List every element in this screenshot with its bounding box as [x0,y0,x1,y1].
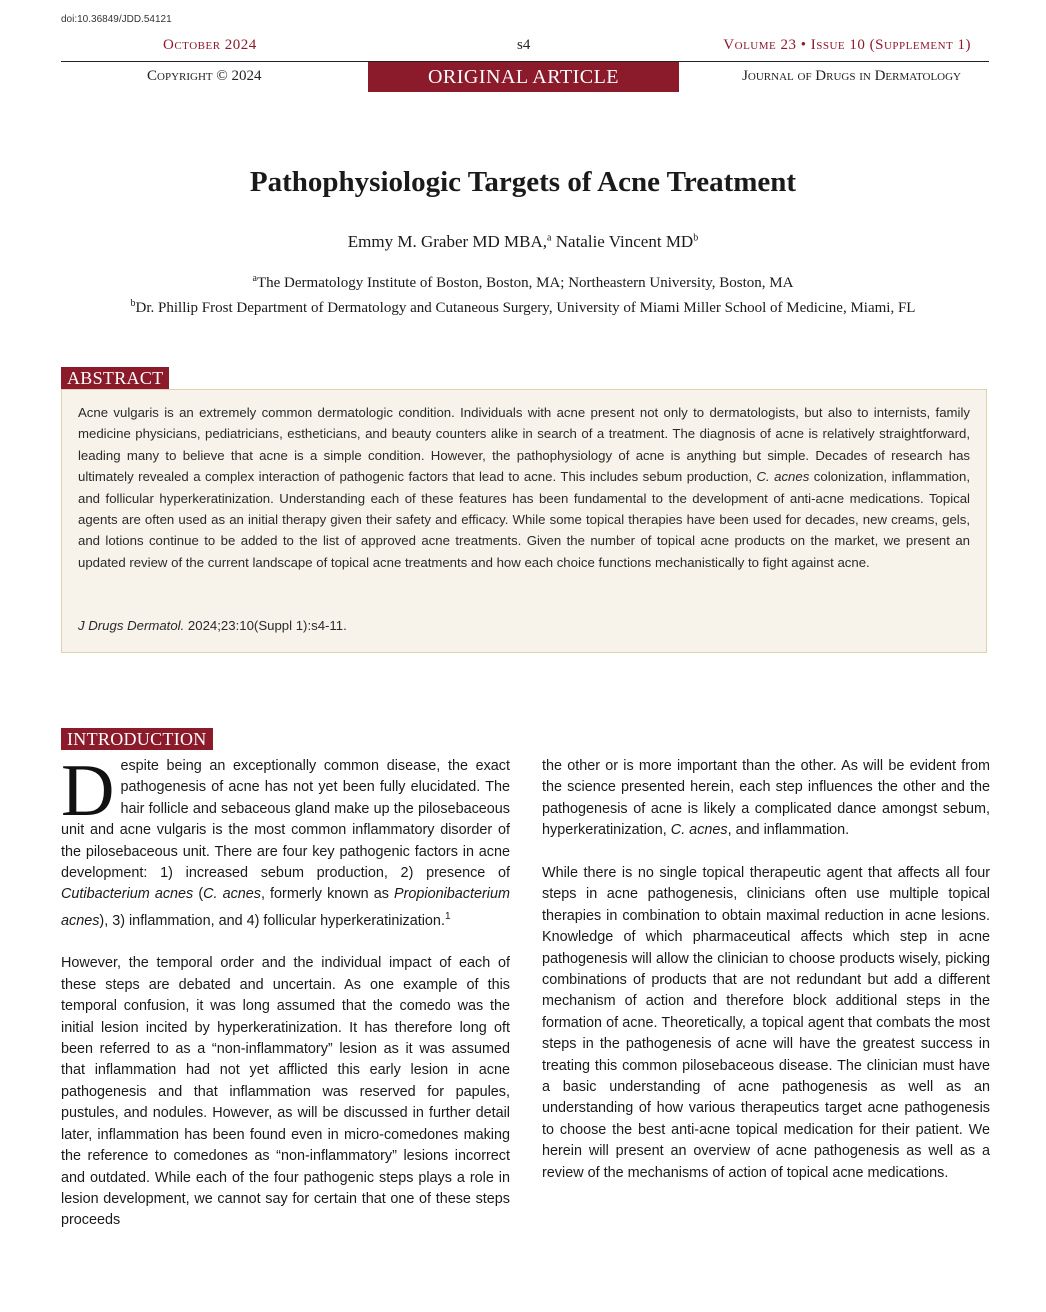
running-subheader [61,62,989,92]
citation-details: 2024;23:10(Suppl 1):s4-11. [184,618,347,633]
p3-text-c: , and inflammation. [727,822,850,839]
affiliation-b-mark: b [130,298,136,309]
affiliation-b-text: Dr. Phillip Frost Department of Dermatology and Cutaneous Surgery, University of Miami Miller School of Medicine, Miami, FL [135,300,916,316]
abstract-heading: ABSTRACT [61,367,169,389]
author-2: Natalie Vincent MD [551,232,694,251]
abstract-text-2: colonization, inflammation, and follicular hyperkeratinization. Understanding each of these features has been fundamental to the development of anti-acne medications. Topical agents are often used as an initial therapy given their safety and efficacy. While some topical therapies have been used for decades, new creams, gels, and lotions continue to be added to the list of approved acne treatments. Given the number of topical acne products on the market, we present an updated review of the current landscape of topical acne treatments and how each choice functions mechanistically to fight against acne. [78,469,970,570]
affiliation-a-mark: a [252,273,257,284]
article-title: Pathophysiologic Targets of Acne Treatment [249,166,797,198]
journal-name: Journal of Drugs in Dermatology [742,68,961,84]
volume-issue: Volume 23 • Issue 10 (Supplement 1) [723,37,971,53]
citation-journal: J Drugs Dermatol. [78,618,185,633]
author-2-affil: b [693,232,699,244]
running-header [61,37,989,59]
column-right [542,756,990,1184]
affiliation-b [0,298,1046,317]
affiliation-a-text: The Dermatology Institute of Boston, Boston, MA; Northeastern University, Boston, MA [256,275,794,291]
intro-paragraph-4: While there is no single topical therapeutic agent that affects all four steps in acne pathogenesis, clinicians often use multiple topical therapies in combination to obtain maximal reduction in acne lesions. Knowledge of which pharmaceutical affects which step in acne pathogenesis will allow the clinician to choose products wisely, picking combinations of products that are not redundant but add a different mechanism of action and therefore block additional steps in the formation of acne. Theoretically, a topical agent that combats the most steps in the pathogenesis of acne will have the greatest success in treating this common pilosebaceous disease. The clinician must have a basic understanding of acne pathogenesis as well as an understanding of how various therapeutics target acne pathogenesis to choose the best anti-acne topical medication for their patient. We herein will present an overview of acne pathogenesis as well as a review of the mechanisms of action of topical acne medications. [542,865,990,1181]
doi[interactable]: doi:10.36849/JDD.54121 [61,14,172,25]
intro-paragraph-2: However, the temporal order and the individual impact of each of these steps are debated and uncertain. As one example of this temporal confusion, it was long assumed that the comedo was the initial lesion incited by hyperkeratinization. It has therefore long oft been referred to as a “non-inflammatory” lesion as it was assumed that inflammation had not yet afflicted this early lesion in acne pathogenesis and that inflammation was reserved for papules, pustules, and nodules. However, as will be discussed in further detail later, inflammation has been found even in micro-comedones making the reference to comedones as “non-inflammatory” lesions incorrect and outdated. While each of the four pathogenic steps plays a role in lesion development, we cannot say for certain that one of these steps proceeds [61,955,510,1229]
p3-text-a: the other or is more important than the other. As will be evident from the science presented herein, each step influences the other and the pathogenesis of acne is likely a complicated dance amongst sebum, hyperkeratinization, [542,758,990,839]
intro-paragraph-3 [542,756,990,842]
p1-text-c: ( [193,886,204,903]
abstract-text-italic: C. acnes [756,469,810,485]
p1-italic-d: C. acnes [203,886,261,903]
abstract-citation [78,618,347,633]
column-left [61,750,510,1232]
abstract-text [78,402,970,573]
author-list [0,232,1046,252]
drop-cap: D [61,750,115,832]
intro-paragraph-1 [61,750,510,932]
author-1-affil: a [547,232,552,244]
abstract-box [61,389,987,653]
abstract-text-1: Acne vulgaris is an extremely common dermatologic condition. Individuals with acne present not only to dermatologists, but also to internists, family medicine physicians, pediatricians, estheticians, and beauty counters alike in search of a treatment. The diagnosis of acne is relatively straightforward, leading many to believe that acne is a simple condition. However, the pathophysiology of acne is anything but simple. Decades of research has ultimately revealed a complex interaction of pathogenic factors that lead to acne. This includes sebum production, [78,405,970,485]
introduction-heading: INTRODUCTION [61,728,213,750]
p1-italic-b: Cutibacterium acnes [61,886,194,903]
p1-text-a: espite being an exceptionally common disease, the exact pathogenesis of acne has not yet been fully elucidated. The hair follicle and sebaceous gland make up the pilosebaceous unit and acne vulgaris is the most common inflammatory disorder of the pilosebaceous unit. There are four key pathogenic factors in acne development: 1) increased sebum production, 2) presence of [61,758,510,882]
p1-italic-f: Propionibacterium acnes [61,886,510,929]
p3-italic-b: C. acnes [670,822,728,839]
issue-month: October 2024 [163,37,257,53]
p1-text-g: ), 3) inflammation, and 4) follicular hyperkeratinization. [99,912,445,929]
author-1: Emmy M. Graber MD MBA, [347,232,548,251]
article-type-banner: ORIGINAL ARTICLE [368,62,679,92]
copyright: Copyright © 2024 [147,68,262,84]
reference-1[interactable]: 1 [444,910,451,922]
p1-text-e: , formerly known as [260,886,394,903]
affiliation-a [0,273,1046,292]
page-number: s4 [517,37,531,53]
